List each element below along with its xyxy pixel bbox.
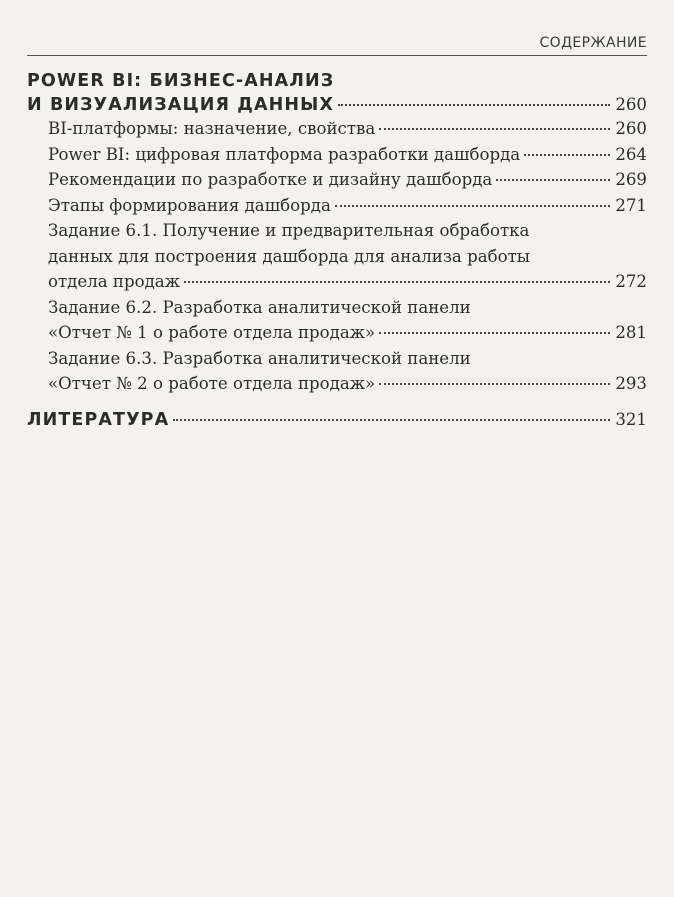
table-of-contents [27,70,647,431]
task-title: Задание 6.2. Разработка аналитической панели [48,297,471,317]
task-entry[interactable] [27,269,647,295]
task-title: Задание 6.3. Разработка аналитической панели [48,348,471,368]
toc-entry[interactable] [27,142,647,168]
toc-entry[interactable] [27,167,647,193]
page-number: 321 [615,409,647,429]
page-number: 281 [615,323,647,342]
dot-leader [379,332,610,334]
chapter-title-line1 [27,70,647,93]
task-entry-line [27,244,647,270]
running-header [27,33,647,56]
dot-leader [524,154,610,156]
chapter-entry[interactable] [27,93,647,116]
toc-entry[interactable] [27,116,647,142]
task-title: Задание 6.1. Получение и предварительная обработка [48,221,530,240]
dot-leader [338,104,610,106]
dot-leader [173,419,610,421]
dot-leader [184,281,610,283]
dot-leader [335,205,610,207]
toc-entry[interactable] [27,193,647,219]
literature-entry[interactable] [27,408,647,431]
dot-leader [379,383,610,385]
task-title: данных для построения дашборда для анализа работы [48,246,530,266]
task-entry[interactable] [27,371,647,397]
entry-title: Этапы формирования дашборда [48,195,331,215]
page-number: 271 [615,195,647,215]
page-number: 272 [615,272,647,291]
entry-title: BI-платформы: назначение, свойства [48,119,376,138]
chapter-title-continued: И ВИЗУАЛИЗАЦИЯ ДАННЫХ [27,95,334,115]
dot-leader [379,128,610,130]
page-number: 264 [615,144,647,164]
entry-title: Power BI: цифровая платформа разработки дашборда [48,144,521,164]
header-title: СОДЕРЖАНИЕ [539,35,647,51]
literature-title: ЛИТЕРАТУРА [27,409,170,430]
entry-title: Рекомендации по разработке и дизайну дашборда [48,170,493,189]
page-number: 293 [615,374,647,393]
chapter-title: POWER BI: БИЗНЕС-АНАЛИЗ [27,71,335,91]
task-title: отдела продаж [48,272,180,291]
task-entry-line [27,218,647,244]
dot-leader [496,179,610,181]
page-number: 260 [615,119,647,138]
page-number: 260 [615,95,647,114]
task-entry-line [27,346,647,372]
spacer [27,397,647,408]
task-entry-line [27,295,647,321]
task-title: «Отчет № 2 о работе отдела продаж» [48,374,376,393]
page-number: 269 [615,170,647,189]
task-entry[interactable] [27,320,647,346]
task-title: «Отчет № 1 о работе отдела продаж» [48,323,376,342]
